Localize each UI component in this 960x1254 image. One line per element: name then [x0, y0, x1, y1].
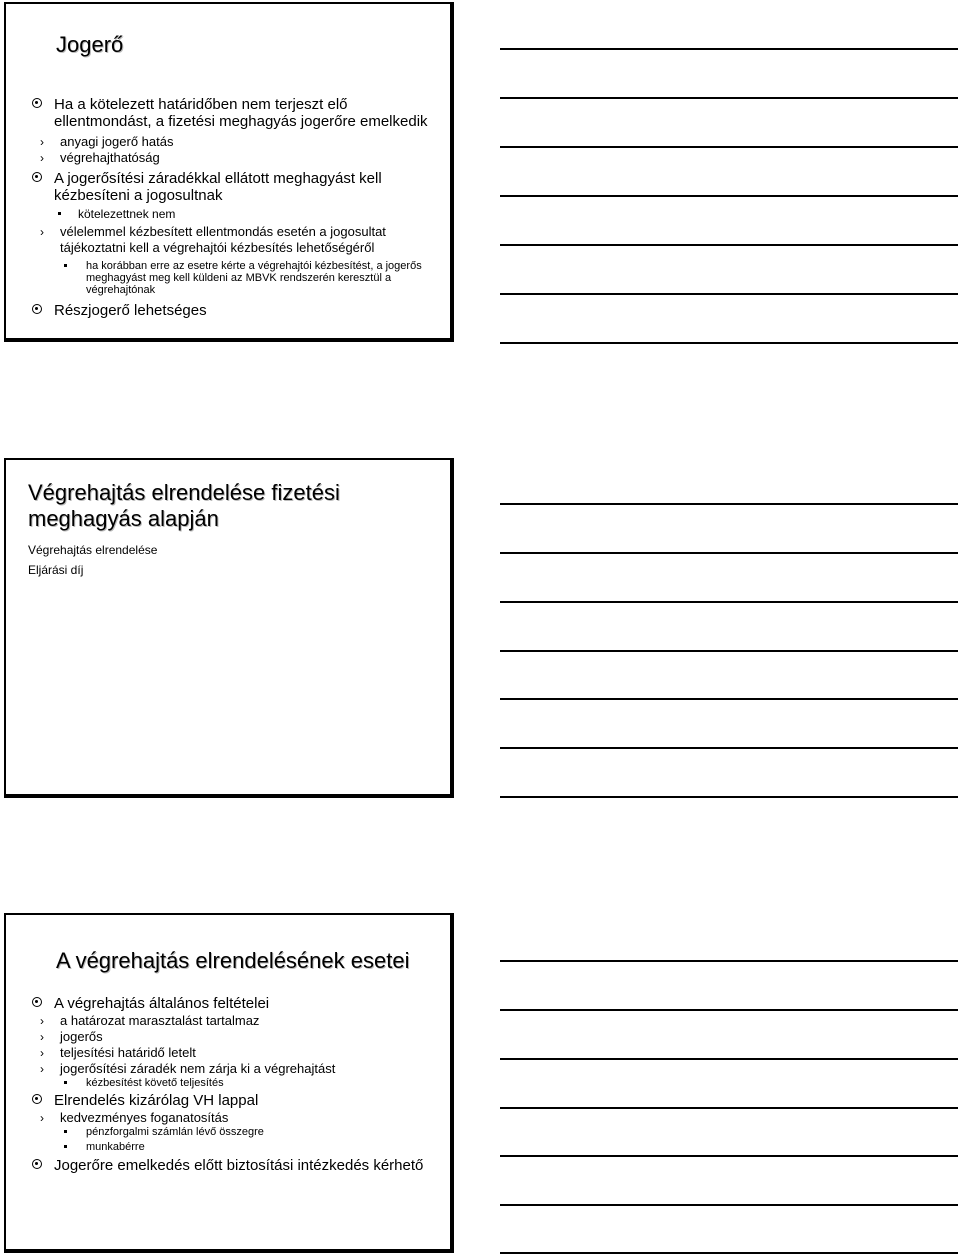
bullet-item: [28, 1077, 440, 1089]
bullet-text: anyagi jogerő hatás: [60, 134, 174, 149]
square-bullet-icon: [64, 1130, 67, 1133]
square-bullet-icon: [64, 1145, 67, 1148]
target-bullet-icon: [32, 98, 42, 108]
bullet-item: [28, 96, 440, 130]
bullet-item: [28, 207, 440, 221]
chevron-bullet-icon: ›: [40, 1030, 44, 1044]
bullet-item: [28, 1029, 440, 1045]
bullet-item: [28, 1061, 440, 1077]
square-bullet-icon: [64, 1081, 67, 1084]
bullet-text: ha korábban erre az esetre kérte a végrehajtói kézbesítést, a jogerős meghagyást meg kell küldeni az MBVK rendszerén keresztül a végrehajtónak: [86, 260, 422, 296]
bullet-text: A végrehajtás általános feltételei: [54, 995, 270, 1012]
target-bullet-icon: [32, 1094, 42, 1104]
bullet-text: jogerősítési záradék nem zárja ki a végrehajtást: [60, 1061, 336, 1076]
bullet-item: [28, 1013, 440, 1029]
square-bullet-icon: [64, 264, 67, 267]
text-item: Végrehajtás elrendelése: [28, 543, 158, 557]
bullet-text: teljesítési határidő letelt: [60, 1045, 196, 1060]
slide-content: [28, 995, 440, 1174]
bullet-text: Jogerőre emelkedés előtt biztosítási intézkedés kérhető: [54, 1157, 424, 1174]
bullet-text: Elrendelés kizárólag VH lappal: [54, 1092, 259, 1109]
text-item: Eljárási díj: [28, 563, 84, 577]
bullet-item: [28, 150, 440, 166]
target-bullet-icon: [32, 172, 42, 182]
bullet-item: [28, 260, 440, 296]
slide-title: Végrehajtás elrendelése fizetési meghagyás alapján: [28, 480, 340, 531]
bullet-text: kézbesítést követő teljesítés: [86, 1077, 224, 1089]
chevron-bullet-icon: ›: [40, 225, 44, 239]
bullet-item: [28, 1092, 440, 1109]
bullet-item: [28, 1126, 440, 1138]
bullet-item: [28, 1045, 440, 1061]
bullet-text: Részjogerő lehetséges: [54, 302, 207, 319]
bullet-item: [28, 1141, 440, 1153]
bullet-item: [28, 224, 440, 256]
bullet-text: jogerős: [60, 1029, 103, 1044]
chevron-bullet-icon: ›: [40, 1046, 44, 1060]
bullet-text: munkabérre: [86, 1141, 145, 1153]
chevron-bullet-icon: ›: [40, 135, 44, 149]
chevron-bullet-icon: ›: [40, 1014, 44, 1028]
chevron-bullet-icon: ›: [40, 1111, 44, 1125]
slide-vegrehajtas-elrendelese: [4, 458, 454, 798]
bullet-item: [28, 170, 440, 204]
target-bullet-icon: [32, 304, 42, 314]
slide-title: Jogerő: [56, 32, 124, 57]
bullet-item: [28, 302, 440, 319]
slide-content: [28, 542, 440, 582]
bullet-text: a határozat marasztalást tartalmaz: [60, 1013, 260, 1028]
target-bullet-icon: [32, 1159, 42, 1169]
chevron-bullet-icon: ›: [40, 151, 44, 165]
bullet-text: kötelezettnek nem: [78, 207, 176, 221]
bullet-text: végrehajthatóság: [60, 150, 160, 165]
bullet-text: A jogerősítési záradékkal ellátott meghagyást kell kézbesíteni a jogosultnak: [54, 170, 382, 204]
target-bullet-icon: [32, 997, 42, 1007]
bullet-item: [28, 1157, 440, 1174]
slide-elrendeles-esetei: [4, 913, 454, 1253]
slide-title: A végrehajtás elrendelésének esetei: [56, 948, 410, 973]
bullet-item: [28, 1110, 440, 1126]
slide-jogero: [4, 2, 454, 342]
bullet-text: vélelemmel kézbesített ellentmondás esetén a jogosultat tájékoztatni kell a végrehajtói kézbesítés lehetőségéről: [60, 224, 386, 255]
bullet-item: [28, 995, 440, 1012]
bullet-item: [28, 134, 440, 150]
chevron-bullet-icon: ›: [40, 1062, 44, 1076]
bullet-text: Ha a kötelezett határidőben nem terjeszt elő ellentmondást, a fizetési meghagyás jogerőre emelkedik: [54, 96, 428, 130]
bullet-text: kedvezményes foganatosítás: [60, 1110, 229, 1125]
bullet-text: pénzforgalmi számlán lévő összegre: [86, 1126, 264, 1138]
square-bullet-icon: [58, 212, 61, 215]
slide-content: [28, 96, 440, 319]
